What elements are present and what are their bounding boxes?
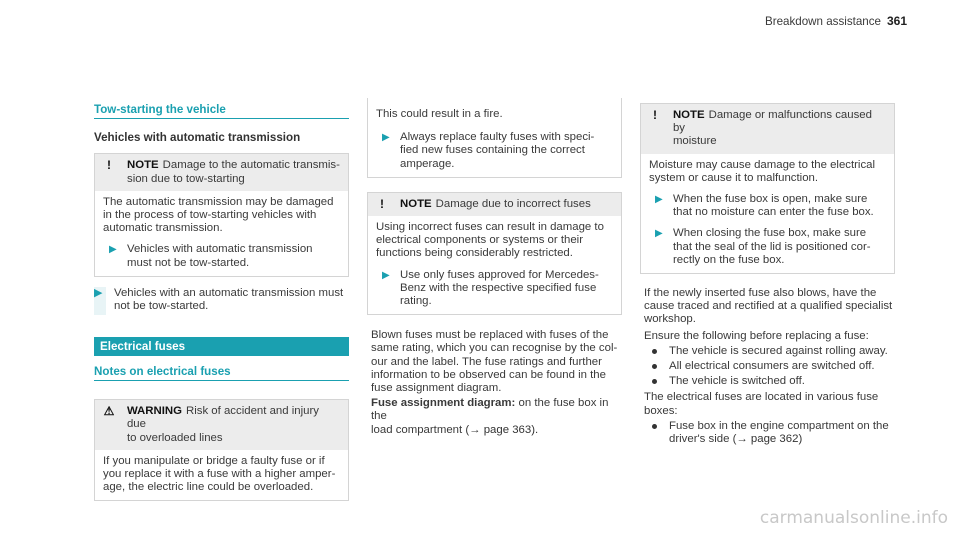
bullet-item — [644, 420, 895, 446]
step-text: Vehicles with an automatic transmission must — [114, 286, 344, 299]
note-body-text: Moisture may cause damage to the electrical — [649, 158, 876, 171]
note-body-text: Using incorrect fuses can result in damage to — [376, 221, 604, 234]
step-text: When the fuse box is open, make sure — [673, 193, 868, 206]
step-text: that no moisture can enter the fuse box. — [673, 206, 874, 219]
warning-head-text: to overloaded lines — [126, 431, 223, 444]
step-text: not be tow-started. — [114, 300, 209, 313]
step-text: Vehicles with automatic transmission — [127, 243, 313, 256]
bullet-dot-icon — [652, 345, 660, 358]
paragraph-blown-fuses — [367, 329, 622, 437]
arrow-right-icon: ▶ — [382, 269, 390, 281]
page-link-arrow-icon: → — [469, 423, 481, 436]
bullet-dot-icon — [652, 375, 660, 388]
exclamation-icon: ! — [652, 108, 657, 122]
bullet-text: The vehicle is switched off. — [669, 375, 805, 388]
warning-body-text: you replace it with a fuse with a higher amper- — [103, 468, 336, 481]
note-box-transmission — [94, 153, 349, 276]
exclamation-icon: ! — [107, 158, 111, 173]
step-text: When closing the fuse box, make sure — [673, 227, 867, 240]
note-body — [95, 191, 348, 276]
bullet-item — [644, 345, 895, 358]
instruction-step — [376, 131, 613, 171]
warning-body-text: age, the electric line could be overloaded. — [103, 481, 314, 494]
paragraph-text: boxes: — [644, 404, 678, 417]
instruction-step — [649, 227, 886, 267]
warning-body-text: If you manipulate or bridge a faulty fuse or if — [103, 454, 325, 467]
section-bar-electrical-fuses: Electrical fuses — [94, 337, 349, 356]
warning-body-text: This could result in a fire. — [376, 108, 503, 120]
paragraph-text: If the newly inserted fuse also blows, have the — [644, 287, 877, 300]
paragraph-text: fuse assignment diagram. — [371, 382, 502, 395]
note-box-incorrect-fuses — [367, 192, 622, 315]
warning-body-continued — [368, 98, 621, 177]
note-header — [641, 104, 894, 154]
section-heading-tow-starting: Tow-starting the vehicle — [94, 103, 349, 119]
page-link-arrow-icon: → — [736, 433, 748, 446]
page-number: 361 — [887, 14, 908, 28]
note-box-moisture — [640, 103, 895, 274]
paragraph-text: load compartment ( — [371, 423, 470, 436]
note-head-text: moisture — [672, 135, 717, 148]
note-body-text: electrical components or systems or their — [376, 234, 584, 247]
page-reference-link[interactable]: page 362) — [747, 433, 803, 446]
note-body-text: automatic transmission. — [103, 222, 223, 235]
bullet-text: All electrical consumers are switched off. — [669, 360, 875, 373]
note-head-text: Damage due to incorrect fuses — [435, 197, 591, 210]
paragraph-fuse-blows — [640, 287, 895, 446]
subheading-automatic-transmission: Vehicles with automatic transmission — [94, 131, 301, 145]
instruction-step-main — [94, 287, 349, 315]
note-body-text: in the process of tow-starting vehicles with — [103, 209, 317, 222]
warning-label: WARNING — [126, 405, 182, 418]
column-2 — [367, 98, 622, 437]
arrow-right-icon: ▶ — [382, 132, 390, 144]
instruction-step — [649, 193, 886, 219]
step-bar — [94, 287, 106, 315]
note-body-text: system or cause it to malfunction. — [649, 171, 819, 184]
watermark: carmanualsonline.info — [759, 507, 948, 528]
paragraph-text: The electrical fuses are located in various fuse — [644, 391, 879, 404]
bullet-text: The vehicle is secured against rolling away. — [669, 344, 888, 357]
warning-head-text: Risk of accident and injury due — [126, 405, 319, 431]
note-label: NOTE — [400, 197, 432, 210]
note-head-text: Damage or malfunctions caused by — [672, 109, 872, 135]
arrow-right-icon: ▶ — [109, 244, 117, 256]
bullet-item — [644, 360, 895, 373]
step-text: Always replace faulty fuses with speci- — [400, 131, 595, 144]
paragraph-text: workshop. — [644, 313, 696, 326]
paragraph-text: information to be observed can be found in the — [371, 368, 606, 381]
exclamation-icon: ! — [380, 196, 384, 211]
column-1 — [94, 103, 349, 501]
step-text: fied new fuses containing the correct — [400, 144, 585, 157]
bullet-text: driver's side ( — [669, 433, 737, 446]
step-text: must not be tow-started. — [127, 256, 250, 269]
warning-box-continued — [367, 98, 622, 178]
step-text: rectly on the fuse box. — [673, 253, 785, 266]
paragraph-text: same rating, which you can recognise by the col- — [371, 342, 618, 355]
paragraph-text: Ensure the following before replacing a fuse: — [644, 329, 869, 342]
note-body — [641, 154, 894, 273]
paragraph-text: our and the label. The fuse ratings and further — [371, 355, 602, 368]
bullet-item — [644, 375, 895, 388]
step-text: Use only fuses approved for Mercedes- — [400, 268, 599, 281]
warning-triangle-icon: ⚠ — [103, 404, 115, 419]
paragraph-text: on the fuse box in the — [371, 397, 609, 423]
note-label: NOTE — [127, 159, 159, 172]
note-header — [95, 154, 348, 190]
arrow-right-icon: ▶ — [655, 228, 663, 240]
warning-header — [95, 400, 348, 450]
note-label: NOTE — [672, 109, 705, 121]
page-reference-link[interactable]: page 363). — [480, 423, 539, 436]
note-body-text: functions being considerably restricted. — [376, 247, 573, 260]
note-body — [368, 216, 621, 314]
note-body-text: The automatic transmission may be damaged — [103, 195, 334, 208]
arrow-right-icon: ▶ — [655, 194, 663, 206]
arrow-right-icon: ▶ — [94, 286, 103, 299]
fuse-assignment-label: Fuse assignment diagram: — [371, 397, 516, 410]
step-text: Benz with the respective specified fuse — [400, 281, 597, 294]
section-title: Breakdown assistance — [765, 15, 881, 28]
bullet-dot-icon — [652, 420, 660, 446]
step-text: rating. — [400, 295, 432, 308]
note-head-text: Damage to the automatic transmis- — [162, 159, 340, 172]
step-text: that the seal of the lid is positioned cor- — [673, 240, 871, 253]
paragraph-text: cause traced and rectified at a qualified specialist — [644, 300, 893, 313]
page-header — [765, 15, 907, 28]
note-head-text: sion due to tow-starting — [127, 172, 245, 185]
warning-box-overloaded — [94, 399, 349, 501]
note-header — [368, 193, 621, 216]
instruction-step — [103, 243, 340, 269]
bullet-dot-icon — [652, 360, 660, 373]
column-3 — [640, 103, 895, 446]
step-text: amperage. — [400, 157, 455, 170]
warning-body — [95, 450, 348, 501]
paragraph-text: Blown fuses must be replaced with fuses of the — [371, 329, 609, 342]
instruction-step — [376, 269, 613, 309]
bullet-text: Fuse box in the engine compartment on the — [669, 419, 889, 432]
heading-notes-fuses: Notes on electrical fuses — [94, 365, 349, 381]
